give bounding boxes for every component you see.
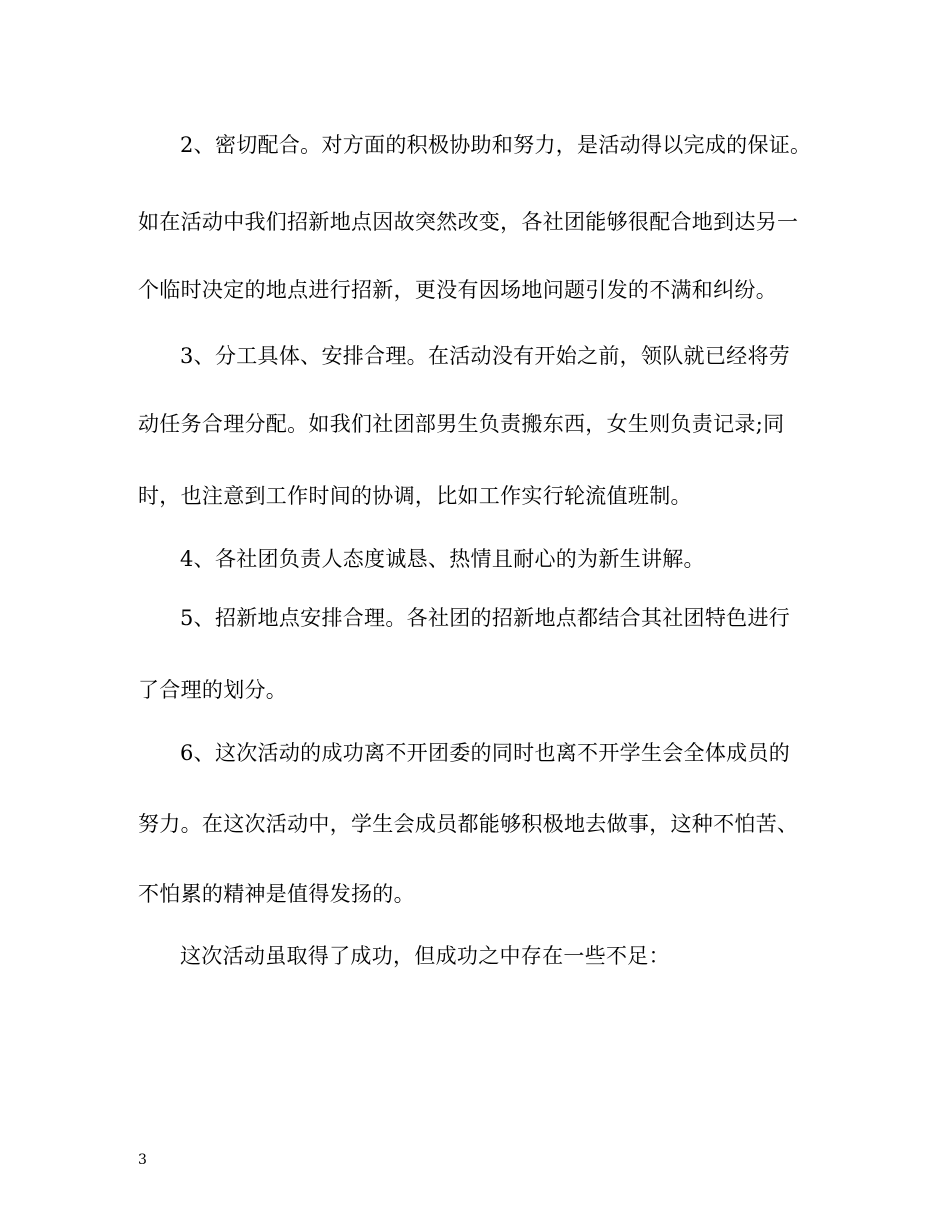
text-line: 2、密切配合。对方面的积极协助和努力，是活动得以完成的保证。	[180, 133, 812, 157]
text-line: 如在活动中我们招新地点因故突然改变，各社团能够很配合地到达另一	[138, 210, 799, 234]
text-line: 5、招新地点安排合理。各社团的招新地点都结合其社团特色进行	[180, 606, 791, 630]
text-line: 动任务合理分配。如我们社团部男生负责搬东西，女生则负责记录;同	[138, 412, 785, 436]
text-line: 了合理的划分。	[138, 678, 288, 702]
text-line: 4、各社团负责人态度诚恳、热情且耐心的为新生讲解。	[180, 547, 705, 571]
page-number: 3	[138, 1152, 147, 1168]
text-line: 努力。在这次活动中，学生会成员都能够积极地去做事，这种不怕苦、	[138, 812, 799, 836]
text-line: 个临时决定的地点进行招新，更没有因场地问题引发的不满和纠纷。	[138, 278, 777, 302]
text-line: 这次活动虽取得了成功，但成功之中存在一些不足：	[180, 944, 670, 968]
text-line: 时，也注意到工作时间的协调，比如工作实行轮流值班制。	[138, 484, 692, 508]
text-line: 3、分工具体、安排合理。在活动没有开始之前，领队就已经将劳	[180, 344, 791, 368]
text-line: 不怕累的精神是值得发扬的。	[138, 882, 415, 906]
text-line: 6、这次活动的成功离不开团委的同时也离不开学生会全体成员的	[180, 741, 791, 765]
